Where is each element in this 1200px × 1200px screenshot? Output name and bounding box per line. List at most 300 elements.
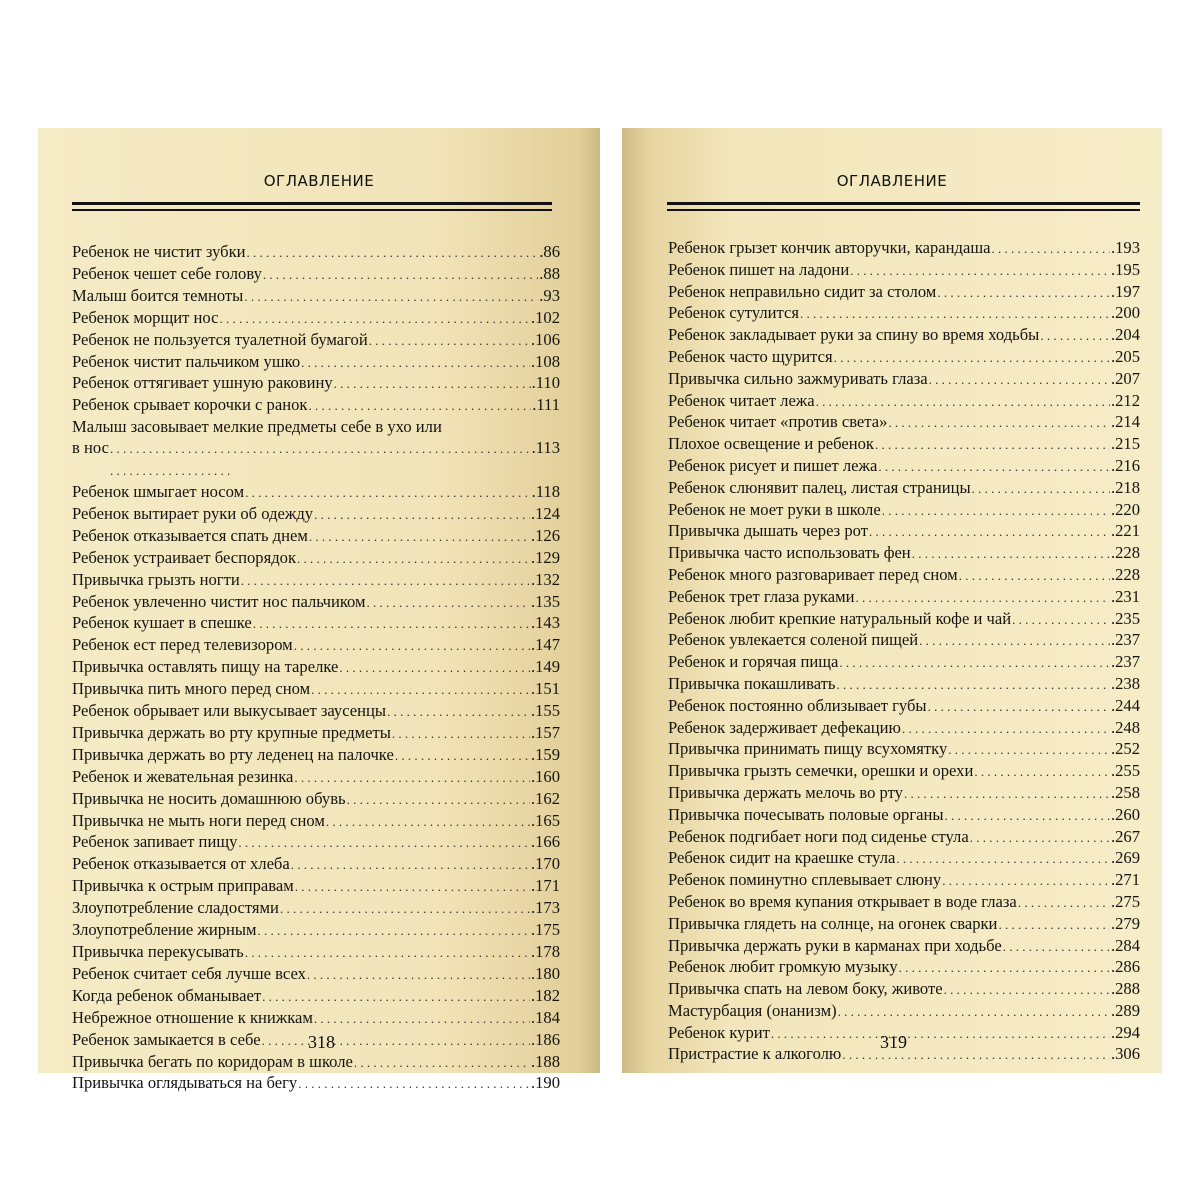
toc-entry-title: Ребенок ест перед телевизором (72, 635, 293, 655)
toc-entry-page: .252 (1110, 739, 1140, 759)
toc-entry (668, 456, 1140, 478)
toc-entry-page: .86 (539, 242, 560, 261)
toc-entry-title: Ребенок любит громкую музыку (668, 957, 898, 977)
toc-entry (668, 652, 1140, 674)
toc-entry (72, 657, 560, 679)
toc-entry (72, 832, 560, 854)
toc-entry-page: .132 (530, 569, 560, 589)
toc-entry-page: .149 (530, 657, 560, 677)
toc-entry-title: Небрежное отношение к книжкам (72, 1007, 313, 1027)
toc-entry-page: .214 (1110, 412, 1140, 432)
toc-entry-title: Привычка держать во рту крупные предметы (72, 722, 391, 742)
toc-entry-page: .228 (1110, 564, 1140, 584)
toc-leader-dots (974, 761, 1110, 783)
toc-entry (668, 696, 1140, 718)
toc-entry (72, 876, 560, 898)
toc-entry (668, 914, 1140, 936)
toc-entry-page: .135 (530, 591, 560, 611)
toc-entry (72, 635, 560, 657)
toc-entry-page: .190 (530, 1073, 560, 1093)
toc-entry-page: .215 (1110, 434, 1140, 454)
toc-entry-page: .205 (1110, 346, 1140, 366)
toc-entry-title: Привычка держать мелочь во рту (668, 782, 903, 802)
toc-entry (668, 609, 1140, 631)
toc-leader-dots (314, 1008, 530, 1030)
page-number: 319 (880, 1032, 907, 1052)
toc-entry (668, 434, 1140, 456)
toc-entry-page: .111 (532, 395, 560, 415)
toc-entry-title: Ребенок неправильно сидит за столом (668, 281, 937, 301)
toc-entry-page: .108 (530, 351, 560, 371)
toc-entry (72, 1073, 560, 1095)
toc-leader-dots (387, 701, 530, 723)
toc-entry-title: Ребенок пишет на ладони (668, 259, 850, 279)
toc-entry (72, 526, 560, 548)
toc-entry-page: .220 (1110, 499, 1140, 519)
toc-entry-page: .93 (539, 285, 560, 305)
toc-entry-page: .248 (1110, 717, 1140, 737)
toc-entry (72, 352, 560, 374)
toc-entry-title: Привычка оглядываться на бегу (72, 1073, 298, 1093)
toc-leader-dots (262, 1030, 530, 1052)
toc-entry-title: Ребенок курит (668, 1022, 770, 1042)
toc-entry-page: .237 (1110, 630, 1140, 650)
toc-entry-title: Привычка оставлять пищу на тарелке (72, 657, 339, 677)
toc-leader-dots (369, 330, 530, 352)
toc-leader-dots (899, 957, 1110, 979)
toc-leader-dots (1003, 936, 1110, 958)
toc-entry-page: .178 (530, 942, 560, 961)
toc-entry-title: Ребенок чистит пальчиком ушко (72, 351, 301, 371)
toc-entry-title: Привычка покашливать (668, 673, 836, 693)
toc-entry-title: Ребенок не пользуется туалетной бумагой (72, 329, 368, 349)
toc-entry (668, 500, 1140, 522)
toc-entry (668, 478, 1140, 500)
toc-entry-title: Ребенок читает лежа (668, 390, 815, 410)
toc-leader-dots (771, 1023, 1110, 1045)
toc-entry-page: .279 (1110, 913, 1140, 933)
toc-entry-page: .237 (1110, 652, 1140, 672)
toc-entry (72, 920, 560, 942)
toc-entry-title: Привычка держать руки в карманах при ходьбе (668, 935, 1002, 955)
toc-leader-dots (245, 482, 530, 504)
toc-entry-page: .162 (530, 788, 560, 808)
toc-leader-dots (912, 543, 1110, 565)
toc-entry-page: .197 (1110, 281, 1140, 301)
toc-entry-page: .258 (1110, 782, 1140, 802)
toc-entry (72, 789, 560, 811)
toc-entry (72, 242, 560, 264)
toc-leader-dots (816, 391, 1110, 413)
toc-entry-page: .271 (1110, 870, 1140, 890)
toc-entry-page: .184 (530, 1007, 560, 1027)
toc-entry (72, 286, 560, 308)
toc-entry-title: Ребенок отказывается от хлеба (72, 854, 290, 874)
toc-entry-title: Привычка принимать пищу всухомятку (668, 739, 948, 759)
toc-entry (72, 723, 560, 745)
toc-leader-dots (1012, 609, 1110, 631)
toc-leader-dots (247, 242, 539, 264)
toc-entry-page: .275 (1110, 891, 1140, 911)
toc-leader-dots (992, 238, 1110, 260)
toc-leader-dots (919, 630, 1110, 652)
toc-leader-dots (294, 635, 530, 657)
toc-entry (72, 986, 560, 1008)
toc-leader-dots (280, 898, 530, 920)
toc-leader-dots (998, 914, 1110, 936)
toc-leader-dots (869, 521, 1110, 543)
toc-entry (72, 395, 560, 417)
toc-entry (72, 679, 560, 701)
toc-leader-dots (294, 767, 530, 789)
toc-entry-title: Ребенок постоянно облизывает губы (668, 695, 927, 715)
toc-entry-title: Ребенок читает «против света» (668, 412, 888, 432)
toc-entry (668, 805, 1140, 827)
toc-leader-dots (110, 438, 531, 482)
toc-entry-title: Привычка сильно зажмуривать глаза (668, 368, 928, 388)
toc-entry-page: .200 (1110, 303, 1140, 323)
toc-leader-dots (295, 876, 530, 898)
toc-entry-title: Ребенок оттягивает ушную раковину (72, 373, 333, 393)
toc-entry-title: Ребенок и горячая пища (668, 652, 839, 672)
toc-entry-title: Ребенок вытирает руки об одежду (72, 503, 314, 523)
toc-entry (668, 870, 1140, 892)
toc-leader-dots (942, 870, 1110, 892)
toc-entry-title: Когда ребенок обманывает (72, 985, 262, 1005)
toc-entry-title: Ребенок закладывает руки за спину во время ходьбы (668, 325, 1040, 345)
toc-entry-page: .207 (1110, 368, 1140, 388)
toc-entry-page: .306 (1110, 1044, 1140, 1064)
toc-entry-title: Привычка почесывать половые органы (668, 804, 944, 824)
toc-entry (668, 979, 1140, 1001)
toc-leader-dots (339, 657, 530, 679)
toc-entry (668, 282, 1140, 304)
toc-entry (72, 330, 560, 352)
toc-entry-page: .204 (1110, 325, 1140, 345)
toc-leader-dots (308, 395, 531, 417)
toc-entry-page: .288 (1110, 979, 1140, 999)
toc-leader-dots (307, 964, 530, 986)
toc-entry-page: .267 (1110, 826, 1140, 846)
toc-entry-page: .231 (1110, 586, 1140, 606)
toc-entry (668, 521, 1140, 543)
toc-entry (668, 892, 1140, 914)
toc-entry (72, 964, 560, 986)
toc-entry-page: .216 (1110, 455, 1140, 475)
toc-entry-page: .186 (530, 1029, 560, 1049)
toc-entry (668, 1001, 1140, 1023)
toc-entry (72, 482, 560, 504)
toc-entry-page: .166 (530, 832, 560, 852)
toc-entry-title: Ребенок слюнявит палец, листая страницы (668, 477, 971, 497)
toc-entry-page: .173 (530, 898, 560, 918)
toc-entry-title: Злоупотребление жирным (72, 920, 257, 940)
toc-entry-title: Привычка спать на левом боку, животе (668, 979, 943, 999)
toc-entry-page: .147 (530, 635, 560, 655)
toc-entry (72, 373, 560, 395)
toc-entry-title: Ребенок поминутно сплевывает слюну (668, 870, 942, 890)
toc-leader-dots (219, 308, 529, 330)
toc-entry-page: .289 (1110, 1000, 1140, 1020)
right-page (622, 128, 1162, 1073)
header-rule (667, 202, 1140, 211)
toc-entry-title: Привычка бегать по коридорам в школе (72, 1051, 353, 1071)
toc-entry-page: .244 (1110, 695, 1140, 715)
toc-entry (72, 1008, 560, 1030)
toc-entry (668, 391, 1140, 413)
toc-entry-page: .129 (530, 547, 560, 567)
toc-leader-dots (878, 456, 1110, 478)
toc-entry-title: Привычка к острым приправам (72, 876, 294, 896)
toc-leader-dots (262, 986, 530, 1008)
toc-entry (668, 587, 1140, 609)
toc-entry (668, 674, 1140, 696)
header-rule (72, 202, 552, 211)
toc-entry-title: Привычка не носить домашнюю обувь (72, 788, 346, 808)
toc-entry-title: Ребенок увлеченно чистит нос пальчиком (72, 591, 366, 611)
toc-entry-title: Ребенок морщит нос (72, 307, 219, 327)
toc-entry-title: Ребенок рисует и пишет лежа (668, 455, 878, 475)
toc-entry-page: .195 (1110, 259, 1140, 279)
toc-entry (668, 325, 1140, 347)
toc-entry-title: Ребенок во время купания открывает в воде глаза (668, 891, 1017, 911)
toc-entry (668, 848, 1140, 870)
toc-entry-page: .165 (530, 810, 560, 830)
toc-entry-title: Злоупотребление сладостями (72, 898, 279, 918)
toc-entry-page: .126 (530, 525, 560, 545)
toc-entry (72, 701, 560, 723)
toc-entry (72, 767, 560, 789)
toc-leader-dots (291, 854, 530, 876)
left-page (38, 128, 600, 1093)
toc-leader-dots (244, 286, 538, 308)
toc-entry-title: Ребенок сутулится (668, 303, 800, 323)
toc-entry-title: Ребенок срывает корочки с ранок (72, 395, 308, 415)
toc-entry (668, 543, 1140, 565)
toc-entry (72, 1052, 560, 1074)
toc-entry-title: Привычка не мыть ноги перед сном (72, 810, 325, 830)
toc-leader-dots (929, 369, 1110, 391)
toc-entry-title: Привычка часто использовать фен (668, 543, 911, 563)
toc-entry-title: Ребенок много разговаривает перед сном (668, 564, 958, 584)
toc-entry (72, 942, 560, 964)
toc-entry-page: .160 (530, 766, 560, 786)
toc-entry-title: Ребенок замыкается в себе (72, 1029, 261, 1049)
toc-leader-dots (896, 848, 1110, 870)
toc-leader-dots (334, 373, 531, 395)
toc-entry-title: Ребенок не моет руки в школе (668, 499, 881, 519)
toc-entry-page: .269 (1110, 848, 1140, 868)
toc-entry-title: Привычка грызть ногти (72, 569, 240, 589)
toc-entry-title: Малыш боится темноты (72, 285, 244, 305)
toc-entry-page: .255 (1110, 761, 1140, 781)
toc-entry-title: Ребенок подгибает ноги под сиденье стула (668, 826, 969, 846)
toc-leader-dots (309, 526, 530, 548)
toc-leader-dots (959, 565, 1110, 587)
toc-entry-page: .182 (530, 985, 560, 1005)
toc-leader-dots (326, 811, 530, 833)
toc-leader-dots (298, 1073, 530, 1095)
toc-leader-dots (253, 613, 530, 635)
toc-entry (668, 565, 1140, 587)
toc-entry (668, 630, 1140, 652)
toc-entry (72, 570, 560, 592)
toc-entry-page: .180 (530, 963, 560, 983)
toc-entry-page: .102 (530, 307, 560, 327)
toc-leader-dots (263, 264, 538, 286)
toc-entry-title: Привычка грызть семечки, орешки и орехи (668, 761, 974, 781)
toc-leader-dots (948, 739, 1110, 761)
toc-list (72, 242, 560, 1095)
toc-leader-dots (836, 674, 1109, 696)
running-head: ОГЛАВЛЕНИЕ (263, 172, 375, 190)
toc-leader-dots (945, 805, 1110, 827)
toc-leader-dots (1040, 325, 1110, 347)
toc-leader-dots (839, 652, 1110, 674)
toc-entry-title: Ребенок не чистит зубки (72, 242, 246, 261)
toc-entry-title: Ребенок чешет себе голову (72, 263, 262, 283)
toc-entry-page: .286 (1110, 957, 1140, 977)
toc-entry (668, 412, 1140, 434)
toc-leader-dots (347, 789, 530, 811)
toc-entry (668, 303, 1140, 325)
toc-entry (668, 238, 1140, 260)
toc-entry (72, 548, 560, 570)
toc-entry-page: .124 (530, 503, 560, 523)
toc-entry (72, 811, 560, 833)
toc-leader-dots (970, 827, 1110, 849)
toc-entry (668, 260, 1140, 282)
toc-entry (668, 761, 1140, 783)
toc-leader-dots (904, 783, 1110, 805)
toc-entry-continuation (72, 438, 560, 482)
toc-entry (668, 827, 1140, 849)
toc-entry-page: .260 (1110, 804, 1140, 824)
toc-leader-dots (354, 1052, 530, 1074)
toc-leader-dots (850, 260, 1110, 282)
toc-leader-dots (882, 500, 1110, 522)
toc-entry (72, 308, 560, 330)
toc-entry-title: Ребенок шмыгает носом (72, 481, 245, 501)
toc-entry-page: .212 (1110, 390, 1140, 410)
toc-entry (668, 739, 1140, 761)
toc-leader-dots (972, 478, 1110, 500)
toc-leader-dots (1018, 892, 1110, 914)
toc-entry (72, 264, 560, 286)
toc-entry-title: Привычка перекусывать (72, 942, 244, 961)
toc-entry-title: Малыш засовывает мелкие предметы себе в ухо или (72, 417, 442, 437)
toc-entry-title: Привычка дышать через рот (668, 521, 868, 541)
toc-leader-dots (314, 504, 530, 526)
toc-entry-title: Ребенок любит крепкие натуральный кофе и чай (668, 608, 1012, 628)
toc-leader-dots (944, 979, 1110, 1001)
toc-leader-dots (258, 920, 530, 942)
toc-entry-page: .188 (530, 1051, 560, 1071)
toc-entry-title: Ребенок отказывается спать днем (72, 525, 308, 545)
toc-entry-page: .235 (1110, 608, 1140, 628)
toc-entry (72, 854, 560, 876)
toc-entry (668, 957, 1140, 979)
toc-leader-dots (928, 696, 1110, 718)
toc-entry-title: Привычка глядеть на солнце, на огонек сварки (668, 913, 998, 933)
toc-leader-dots (245, 942, 530, 964)
toc-entry-page: .171 (530, 876, 560, 896)
toc-entry (668, 718, 1140, 740)
toc-entry-title: Плохое освещение и ребенок (668, 434, 874, 454)
toc-entry (668, 369, 1140, 391)
toc-entry-title: Ребенок часто щурится (668, 346, 833, 366)
toc-entry-page: .157 (530, 722, 560, 742)
toc-entry-title: Ребенок грызет кончик авторучки, карандаша (668, 238, 991, 257)
toc-leader-dots (238, 832, 530, 854)
toc-leader-dots (241, 570, 530, 592)
toc-entry-title: Мастурбация (онанизм) (668, 1000, 837, 1020)
toc-entry-page: .88 (539, 263, 560, 283)
toc-leader-dots (392, 723, 530, 745)
toc-entry (72, 592, 560, 614)
toc-entry-title: Ребенок считает себя лучше всех (72, 963, 306, 983)
toc-entry (668, 936, 1140, 958)
toc-list (668, 238, 1140, 1066)
toc-leader-dots (838, 1001, 1110, 1023)
toc-entry (668, 347, 1140, 369)
page-number: 318 (308, 1032, 335, 1052)
toc-entry-page: .193 (1110, 238, 1140, 257)
toc-entry-title: Ребенок обрывает или выкусывает заусенцы (72, 701, 387, 721)
toc-entry-page: .143 (530, 613, 560, 633)
toc-entry-page: .218 (1110, 477, 1140, 497)
toc-entry-title: Пристрастие к алкоголю (668, 1044, 842, 1064)
toc-leader-dots (367, 592, 530, 614)
toc-leader-dots (902, 718, 1110, 740)
toc-leader-dots (297, 548, 530, 570)
toc-entry-page: .228 (1110, 543, 1140, 563)
toc-entry (72, 417, 560, 482)
toc-entry-page: .221 (1110, 521, 1140, 541)
toc-entry (72, 745, 560, 767)
toc-entry-page: .170 (530, 854, 560, 874)
toc-entry (72, 898, 560, 920)
toc-entry-page: .118 (531, 481, 560, 501)
toc-entry-page: .284 (1110, 935, 1140, 955)
toc-entry-page: .106 (530, 329, 560, 349)
toc-entry-page: .113 (531, 438, 560, 458)
toc-entry-page: .151 (530, 679, 560, 699)
toc-leader-dots (395, 745, 530, 767)
toc-leader-dots (888, 412, 1110, 434)
toc-entry-page: .175 (530, 920, 560, 940)
toc-entry-title: Ребенок запивает пищу (72, 832, 238, 852)
toc-entry-page: .155 (530, 701, 560, 721)
toc-leader-dots (834, 347, 1110, 369)
toc-entry-title: Ребенок увлекается соленой пищей (668, 630, 919, 650)
toc-entry-title: Привычка держать во рту леденец на палочке (72, 744, 394, 764)
toc-entry-title: Ребенок устраивает беспорядок (72, 547, 297, 567)
running-head: ОГЛАВЛЕНИЕ (836, 172, 948, 190)
toc-entry-title: Ребенок трет глаза руками (668, 586, 855, 606)
toc-entry (72, 504, 560, 526)
toc-leader-dots (937, 282, 1110, 304)
toc-entry-title: Ребенок и жевательная резинка (72, 766, 294, 786)
toc-entry-title: Ребенок сидит на краешке стула (668, 848, 896, 868)
toc-entry-page: .294 (1110, 1022, 1140, 1042)
toc-entry-title-continued: в нос (72, 438, 109, 458)
toc-entry (668, 783, 1140, 805)
toc-leader-dots (301, 352, 530, 374)
toc-entry-title: Ребенок задерживает дефекацию (668, 717, 901, 737)
toc-entry-title: Ребенок кушает в спешке (72, 613, 252, 633)
toc-entry-page: .159 (530, 744, 560, 764)
